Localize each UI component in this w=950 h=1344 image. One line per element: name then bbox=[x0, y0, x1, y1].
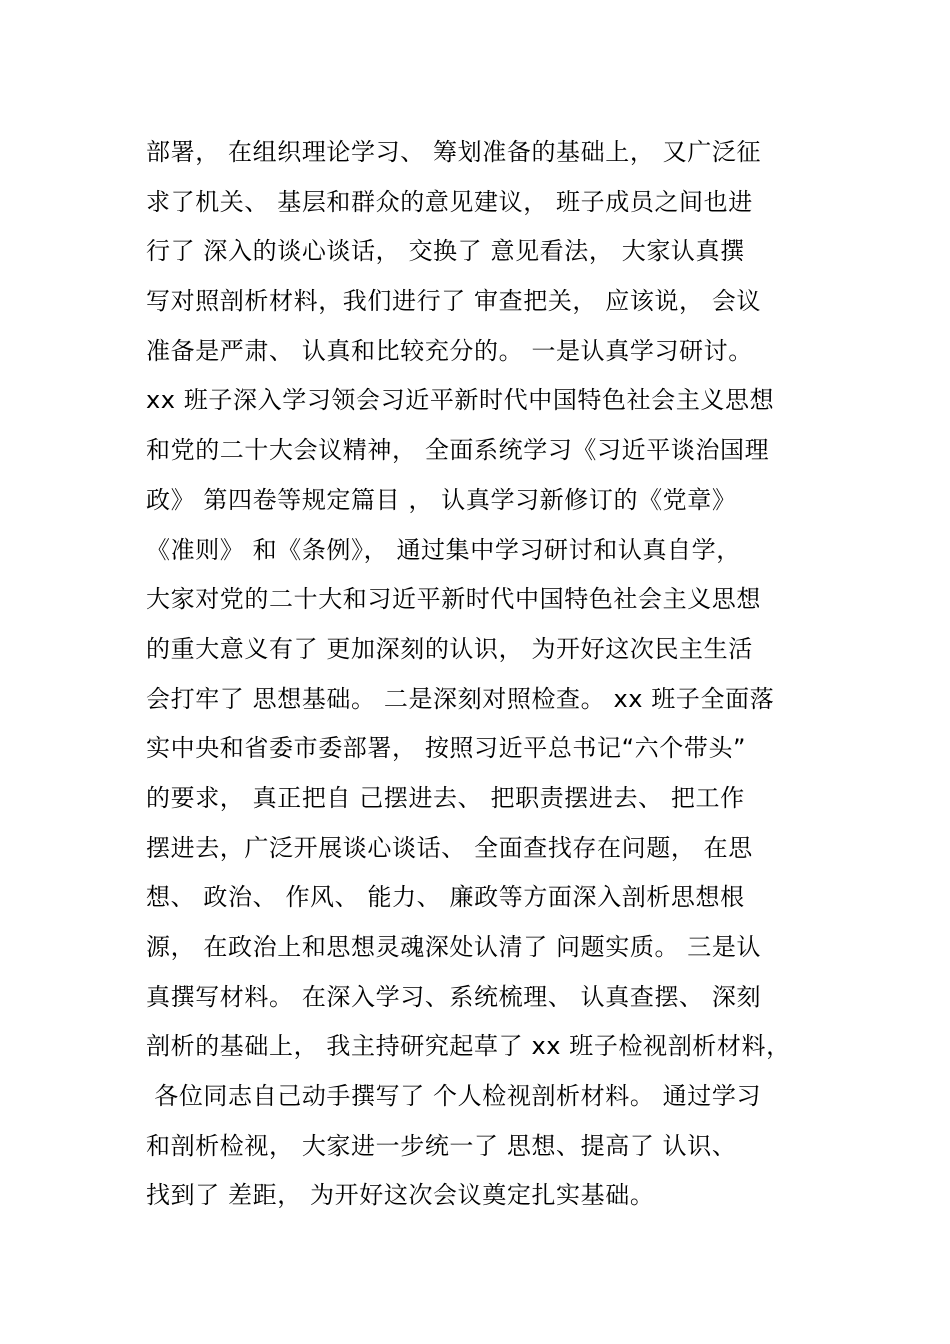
text-line: 实中央和省委市委部署， 按照习近平总书记“六个带头” bbox=[146, 734, 747, 763]
text-line: 和党的二十大会议精神， 全面系统学习《习近平谈治国理 bbox=[146, 436, 770, 465]
text-line: 《准则》 和《条例》， 通过集中学习研讨和认真自学， bbox=[146, 535, 741, 564]
text-line: 想、 政治、 作风、 能力、 廉政等方面深入剖析思想根 bbox=[146, 883, 745, 912]
text-line: 求了机关、 基层和群众的意见建议， 班子成员之间也进 bbox=[146, 187, 753, 216]
text-line: 行了 深入的谈心谈话， 交换了 意见看法， 大家认真撰 bbox=[146, 237, 745, 266]
text-line: 摆进去，广泛开展谈心谈话、 全面查找存在问题， 在思 bbox=[146, 833, 753, 862]
body-paragraph bbox=[146, 128, 846, 1221]
text-line: 真撰写材料。 在深入学习、系统梳理、 认真查摆、 深刻 bbox=[146, 982, 762, 1011]
text-line: 部署， 在组织理论学习、 筹划准备的基础上， 又广泛征 bbox=[146, 138, 762, 166]
text-line: 准备是严肃、 认真和比较充分的。 一是认真学习研讨。 bbox=[146, 336, 753, 365]
text-line: 各位同志自己动手撰写了 个人检视剖析材料。 通过学习 bbox=[146, 1082, 762, 1111]
text-line: xx 班子深入学习领会习近平新时代中国特色社会主义思想 bbox=[146, 386, 775, 415]
text-line: 写对照剖析材料，我们进行了 审查把关， 应该说， 会议 bbox=[146, 287, 762, 316]
text-line: 剖析的基础上， 我主持研究起草了 xx 班子检视剖析材料， bbox=[146, 1032, 791, 1061]
text-line: 找到了 差距， 为开好这次会议奠定扎实基础。 bbox=[146, 1181, 655, 1210]
text-line: 大家对党的二十大和习近平新时代中国特色社会主义思想 bbox=[146, 585, 761, 614]
text-line: 和剖析检视， 大家进一步统一了 思想、提高了 认识、 bbox=[146, 1131, 737, 1160]
text-line: 的要求， 真正把自 己摆进去、 把职责摆进去、 把工作 bbox=[146, 783, 745, 812]
text-line: 的重大意义有了 更加深刻的认识， 为开好这次民主生活 bbox=[146, 634, 753, 663]
text-line: 会打牢了 思想基础。 二是深刻对照检查。 xx 班子全面落 bbox=[146, 684, 775, 713]
text-line: 源， 在政治上和思想灵魂深处认清了 问题实质。 三是认 bbox=[146, 933, 762, 961]
text-line: 政》 第四卷等规定篇目 ， 认真学习新修订的《党章》 bbox=[146, 485, 737, 514]
